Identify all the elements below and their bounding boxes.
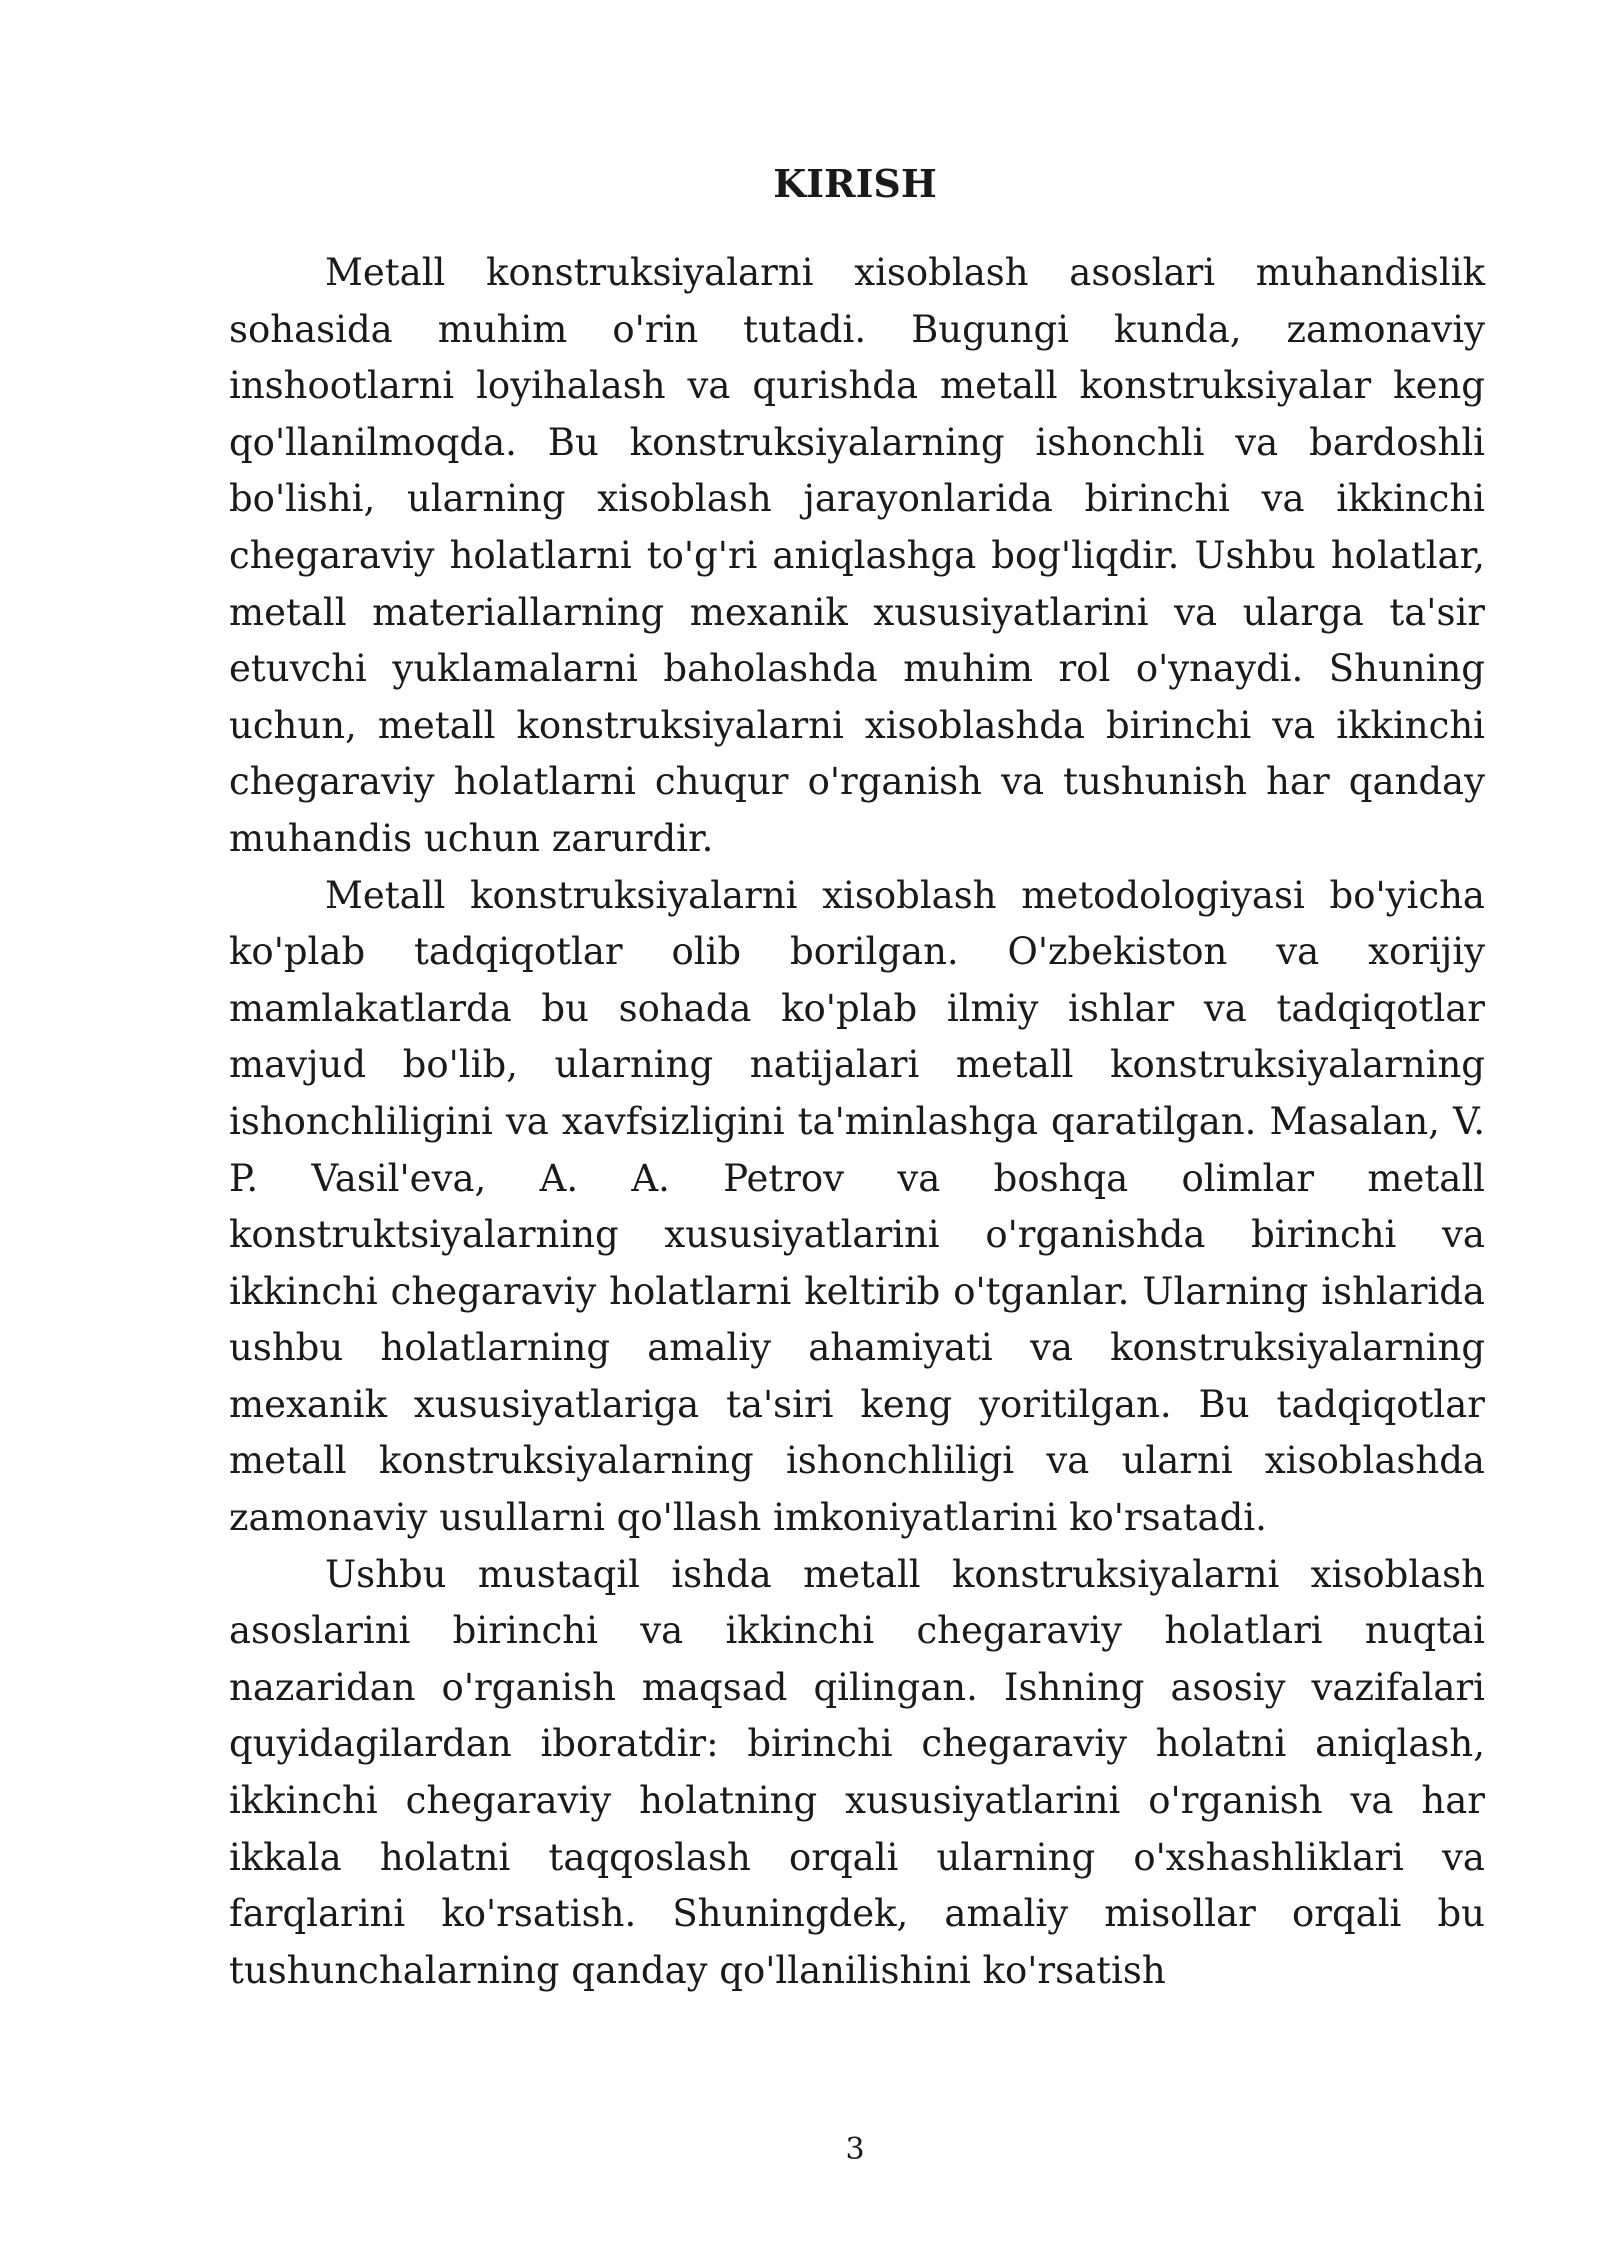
body-text: [229, 245, 1485, 1999]
paragraph-introduction: Metall konstruksiyalarni xisoblash asoslari muhandislik sohasida muhim o'rin tutadi. Bugungi kunda, zamonaviy inshootlarni loyihalash va qurishda metall konstruksiyalar keng qo'llanilmoqda. Bu konstruksiyalarning ishonchli va bardoshli bo'lishi, ularning xisoblash jarayonlarida birinchi va ikkinchi chegaraviy holatlarni to'g'ri aniqlashga bog'liqdir. Ushbu holatlar, metall materiallarning mexanik xususiyatlarini va ularga ta'sir etuvchi yuklamalarni baholashda muhim rol o'ynaydi. Shuning uchun, metall konstruksiyalarni xisoblashda birinchi va ikkinchi chegaraviy holatlarni chuqur o'rganish va tushunish har qanday muhandis uchun zarurdir.: [229, 251, 1485, 860]
paragraph-objectives: Ushbu mustaqil ishda metall konstruksiyalarni xisoblash asoslarini birinchi va ikkinchi chegaraviy holatlari nuqtai nazaridan o'rganish maqsad qilingan. Ishning asosiy vazifalari quyidagilardan iboratdir: birinchi chegaraviy holatni aniqlash, ikkinchi chegaraviy holatning xususiyatlarini o'rganish va har ikkala holatni taqqoslash orqali ularning o'xshashliklari va farqlarini ko'rsatish. Shuningdek, amaliy misollar orqali bu tushunchalarning qanday qo'llanilishini ko'rsatish: [229, 1552, 1485, 1992]
page-number: 3: [845, 2132, 865, 2167]
paragraph-research-overview: Metall konstruksiyalarni xisoblash metodologiyasi bo'yicha ko'plab tadqiqotlar olib borilgan. O'zbekiston va xorijiy mamlakatlarda bu sohada ko'plab ilmiy ishlar va tadqiqotlar mavjud bo'lib, ularning natijalari metall konstruksiyalarning ishonchliligini va xavfsizligini ta'minlashga qaratilgan. Masalan, V. P. Vasil'eva, A. A. Petrov va boshqa olimlar metall konstruktsiyalarning xususiyatlarini o'rganishda birinchi va ikkinchi chegaraviy holatlarni keltirib o'tganlar. Ularning ishlarida ushbu holatlarning amaliy ahamiyati va konstruksiyalarning mexanik xususiyatlariga ta'siri keng yoritilgan. Bu tadqiqotlar metall konstruksiyalarning ishonchliligi va ularni xisoblashda zamonaviy usullarni qo'llash imkoniyatlarini ko'rsatadi.: [229, 873, 1485, 1540]
page-title: KIRISH: [773, 161, 937, 206]
